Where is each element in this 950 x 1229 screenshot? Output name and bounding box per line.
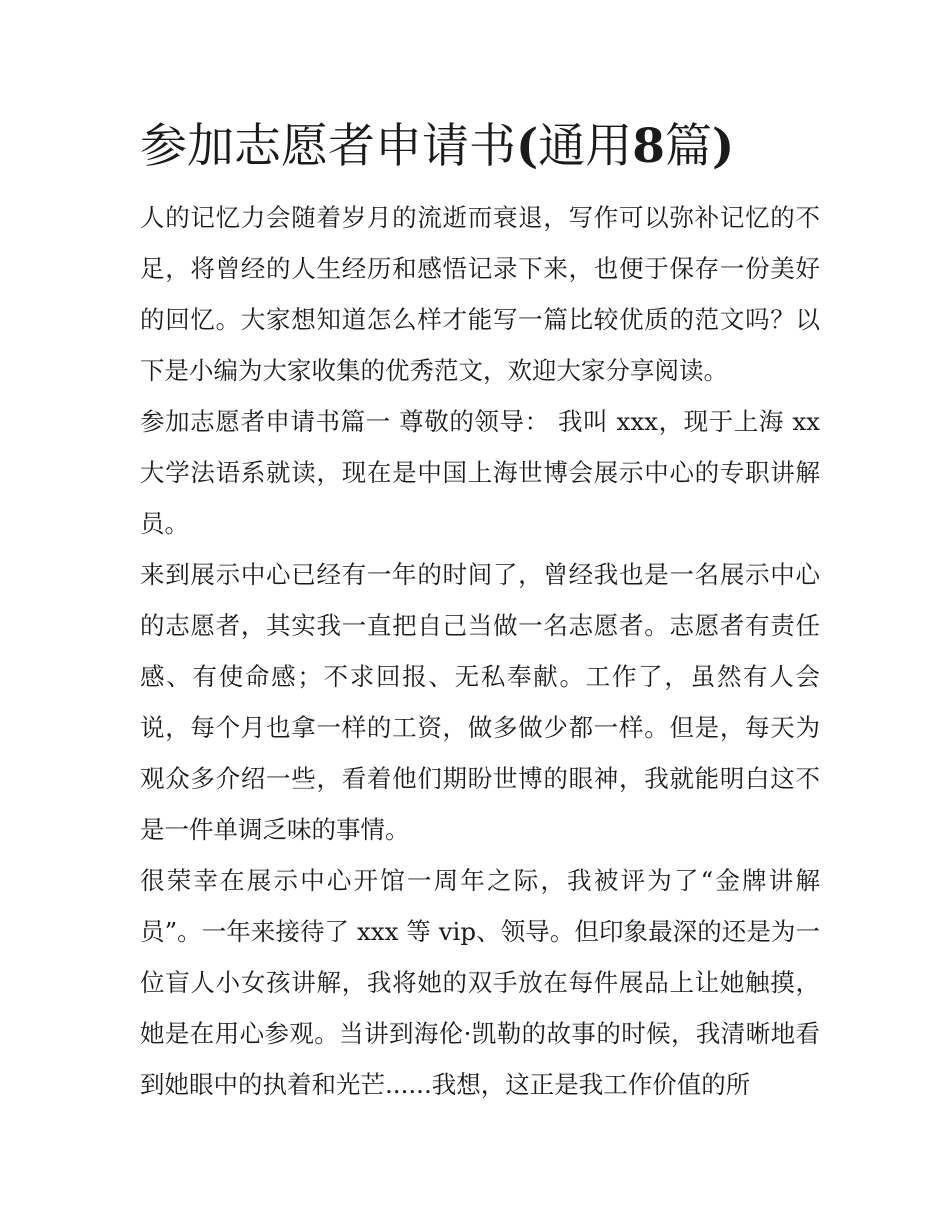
title-unit: 篇 [664,119,712,174]
paragraph-award: 很荣幸在展示中心开馆一周年之际，我被评为了“金牌讲解员”。一年来接待了 xxx 等 vip、领导。但印象最深的还是为一位盲人小女孩讲解，我将她的双手放在每件展品上让她触摸，她是在用心参观。当讲到海伦·凯勒的故事的时候，我清晰地看到她眼中的执着和光芒......我想，这正是我工作价值的所 [140,866,820,1099]
document-title [140,112,820,182]
document-body [140,112,820,1110]
title-main: 参加志愿者申请书 [140,119,516,174]
title-variant: 通用 [538,119,633,174]
title-close-paren: ) [711,119,735,174]
paragraph-experience: 来到展示中心已经有一年的时间了，曾经我也是一名展示中心的志愿者，其实我一直把自己当做一名志愿者。志愿者有责任感、有使命感；不求回报、无私奉献。工作了，虽然有人会说，每个月也拿一样的工资，做多做少都一样。但是，每天为观众多介绍一些，看着他们期盼世博的眼神，我就能明白这不是一件单调乏味的事情。 [140,560,820,844]
paragraph-intro: 人的记忆力会随着岁月的流逝而衰退，写作可以弥补记忆的不足，将曾经的人生经历和感悟记录下来，也便于保存一份美好的回忆。大家想知道怎么样才能写一篇比较优质的范文吗？以下是小编为大家收集的优秀范文，欢迎大家分享阅读。 [140,203,820,385]
paragraph-letter-opening: 参加志愿者申请书篇一 尊敬的领导： 我叫 xxx，现于上海 xx 大学法语系就读，现在是中国上海世博会展示中心的专职讲解员。 [140,407,820,538]
title-open-paren: ( [516,119,539,174]
title-number: 8 [632,119,665,174]
